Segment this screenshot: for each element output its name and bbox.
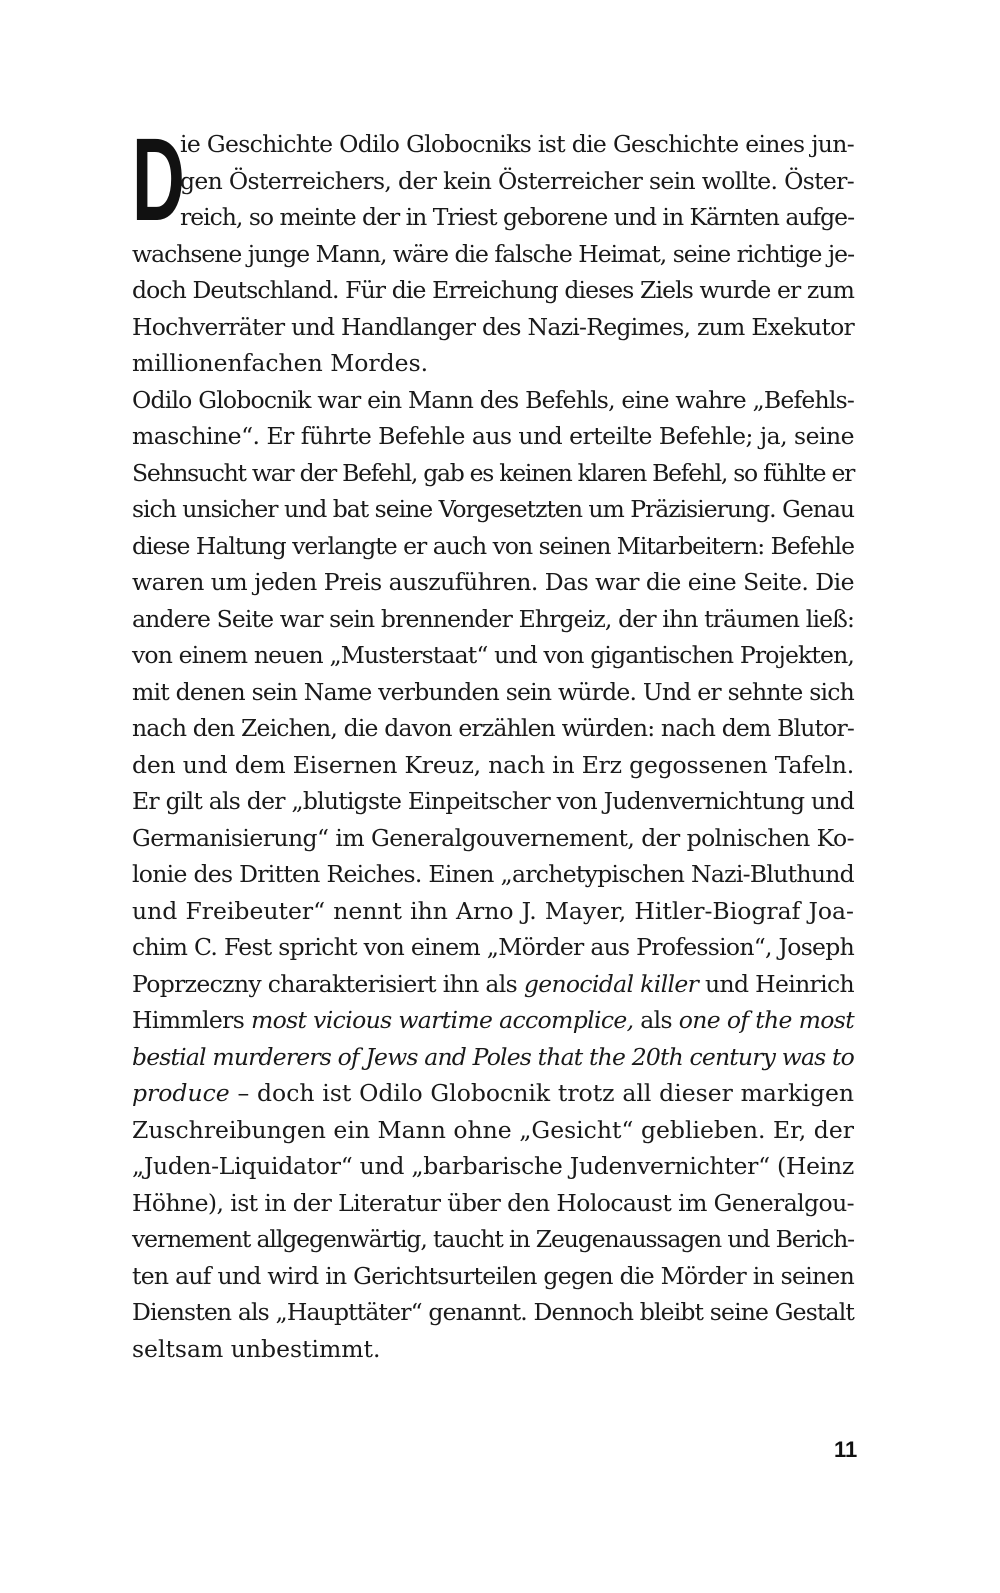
text-line: den und dem Eisernen Kreuz, nach in Erz gegossenen Tafeln. xyxy=(132,750,855,779)
text-line: Sehnsucht war der Befehl, gab es keinen klaren Befehl, so fühlte er xyxy=(132,458,855,487)
text-line-mixed xyxy=(132,1002,854,1039)
text-line: gen Österreichers, der kein Österreicher sein wollte. Öster- xyxy=(180,166,855,195)
text-line: diese Haltung verlangte er auch von seinen Mitarbeitern: Befehle xyxy=(132,531,854,560)
text-run: – doch ist Odilo Globocnik trotz all dieser markigen xyxy=(229,1079,854,1107)
text-line: chim C. Fest spricht von einem „Mörder aus Profession“, Joseph xyxy=(132,933,854,961)
text-line: Zuschreibungen ein Mann ohne „Gesicht“ geblieben. Er, der xyxy=(132,1115,854,1144)
text-run: Poprzeczny charakterisiert ihn als xyxy=(132,969,524,998)
italic-quote: one of the most xyxy=(678,1006,855,1034)
text-run: als xyxy=(633,1006,679,1034)
text-run: und Heinrich xyxy=(698,969,854,998)
text-line: Hochverräter und Handlanger des Nazi-Regimes, zum Exekutor xyxy=(132,312,855,341)
drop-cap-letter: D xyxy=(132,114,185,246)
text-line: wachsene junge Mann, wäre die falsche Heimat, seine richtige je- xyxy=(132,239,854,268)
italic-quote: genocidal killer xyxy=(523,969,699,998)
text-line: doch Deutschland. Für die Erreichung dieses Ziels wurde er zum xyxy=(132,276,855,304)
text-line: maschine“. Er führte Befehle aus und erteilte Befehle; ja, seine xyxy=(132,422,854,450)
text-line-mixed xyxy=(132,1075,854,1112)
body-text xyxy=(132,114,855,1367)
text-line: waren um jeden Preis auszuführen. Das war die eine Seite. Die xyxy=(132,568,854,596)
text-line-mixed xyxy=(132,966,854,1003)
italic-quote: produce xyxy=(132,1079,230,1107)
text-line-italic xyxy=(132,1039,854,1076)
text-line: „Juden-Liquidator“ und „barbarische Judenvernichter“ (Heinz xyxy=(132,1152,854,1180)
text-line: Diensten als „Haupttäter“ genannt. Dennoch bleibt seine Gestalt xyxy=(132,1298,854,1326)
text-line: seltsam unbestimmt. xyxy=(132,1334,381,1363)
text-line: vernement allgegenwärtig, taucht in Zeugenaussagen und Berich- xyxy=(132,1225,854,1253)
text-line: ten auf und wird in Gerichtsurteilen gegen die Mörder in seinen xyxy=(132,1261,855,1290)
text-line: ie Geschichte Odilo Globocniks ist die Geschichte eines jun- xyxy=(180,130,854,158)
text-line: sich unsicher und bat seine Vorgesetzten um Präzisierung. Genau xyxy=(132,495,855,523)
text-line: von einem neuen „Musterstaat“ und von gigantischen Projekten, xyxy=(132,641,855,669)
text-line: lonie des Dritten Reiches. Einen „archetypischen Nazi-Bluthund xyxy=(132,860,855,888)
text-run: Himmlers xyxy=(132,1006,251,1034)
text-line: mit denen sein Name verbunden sein würde. Und er sehnte sich xyxy=(132,677,854,706)
text-line: Er gilt als der „blutigste Einpeitscher von Judenvernichtung und xyxy=(132,787,854,815)
page-number: 11 xyxy=(834,1437,858,1462)
text-line: und Freibeuter“ nennt ihn Arno J. Mayer, Hitler-Biograf Joa- xyxy=(132,896,854,925)
italic-quote: bestial murderers of Jews and Poles that the 20th century was to xyxy=(132,1042,855,1071)
italic-quote: most vicious wartime accomplice, xyxy=(250,1006,634,1034)
text-line: Höhne), ist in der Literatur über den Holocaust im Generalgou- xyxy=(132,1188,854,1217)
text-line: nach den Zeichen, die davon erzählen würden: nach dem Blutor- xyxy=(132,714,854,742)
text-line: andere Seite war sein brennender Ehrgeiz, der ihn träumen ließ: xyxy=(132,604,855,633)
text-line: Germanisierung“ im Generalgouvernement, der polnischen Ko- xyxy=(132,823,854,852)
text-line: millionenfachen Mordes. xyxy=(132,349,429,377)
text-line: Odilo Globocnik war ein Mann des Befehls, eine wahre „Befehls- xyxy=(132,385,855,414)
text-line: reich, so meinte der in Triest geborene und in Kärnten aufge- xyxy=(180,203,854,231)
